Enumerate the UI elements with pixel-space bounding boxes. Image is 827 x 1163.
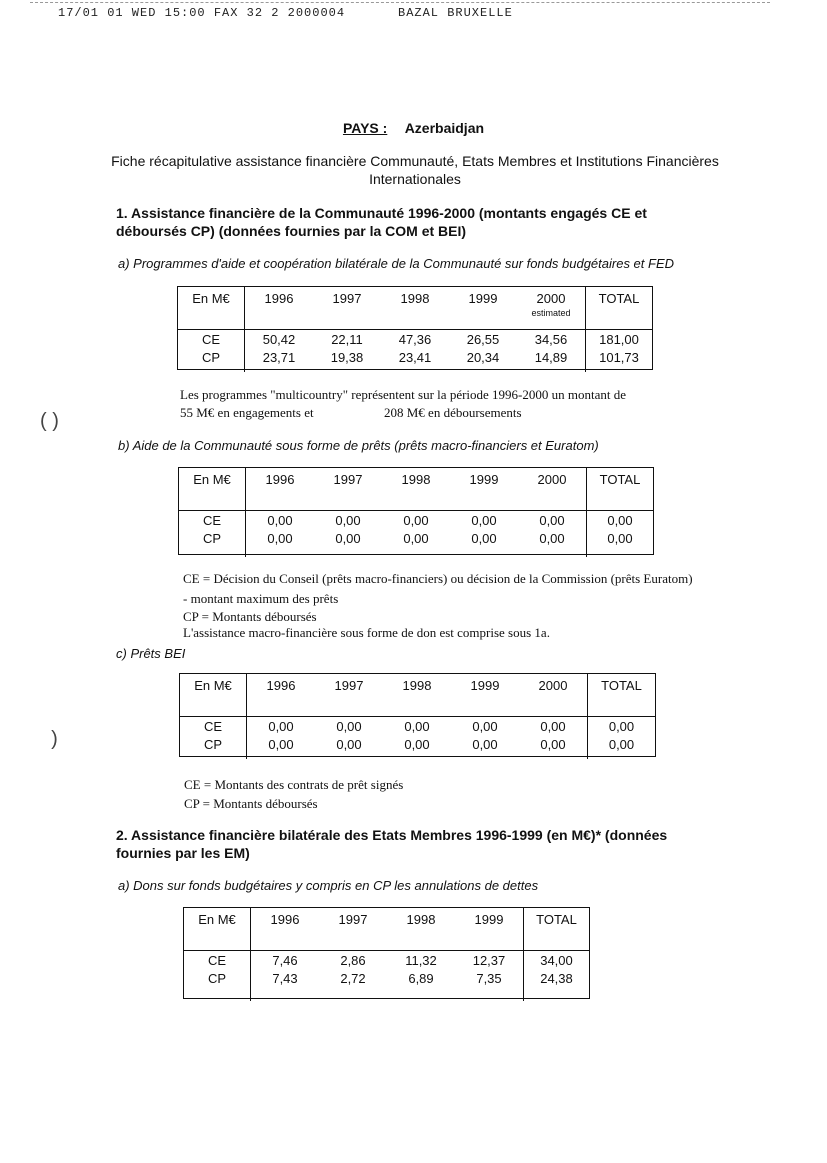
total-header: TOTAL [587,468,654,511]
row-label-ce: CE [178,330,245,349]
table-cell: 2,72 [340,970,366,986]
table-unit: En M€ [180,674,247,717]
table-unit: En M€ [179,468,246,511]
section-1a-heading: a) Programmes d'aide et coopération bilatérale de la Communauté sur fonds budgétaires et FED [118,256,675,271]
scan-top-border [30,2,770,3]
table-cell: 7,43 [272,970,298,986]
document-subtitle: Fiche récapitulative assistance financière Communauté, Etats Membres et Institutions Financières Internationales [111,153,719,187]
table-cell: 12,37 [472,952,506,968]
year-header: 1996 [245,287,314,330]
total-cell: 0,00 [588,735,656,753]
year-header: 1999 [450,468,518,511]
row-label-cp: CP [179,529,246,547]
year-header: 2000 [518,468,587,511]
table-cell: 22,11 [331,331,363,347]
year-header: 1997 [319,908,387,951]
section-1b-note-2: - montant maximum des prêts [183,591,339,606]
table-cell: 0,00 [539,512,565,528]
section-1c-note-1: CE = Montants des contrats de prêt signés [184,777,404,792]
table-unit: En M€ [184,908,251,951]
table-cell: 0,00 [268,736,294,752]
table-cell: 0,00 [540,718,566,734]
year-header: 1997 [314,468,382,511]
table-cell: 19,38 [330,349,364,365]
table-cell: 0,00 [540,736,566,752]
year-header: 1996 [247,674,316,717]
table-cell: 6,89 [408,970,434,986]
section-1b-heading: b) Aide de la Communauté sous forme de prêts (prêts macro-financiers et Euratom) [118,438,599,453]
year-header: 2000 [519,674,588,717]
table-cell: 34,56 [534,331,568,347]
estimated-label: estimated [531,308,571,318]
year-header-estimated [517,287,586,330]
total-header: TOTAL [524,908,590,951]
total-cell: 101,73 [586,348,653,366]
table-cell: 0,00 [403,530,429,546]
row-label-cp: CP [180,735,247,753]
table-1a [178,287,652,372]
table-cell: 0,00 [471,530,497,546]
total-cell: 24,38 [524,969,590,987]
table-cell: 0,00 [267,530,293,546]
year-header: 1998 [381,287,449,330]
total-header: TOTAL [586,287,653,330]
country-heading [0,120,827,136]
table-cell: 0,00 [336,736,362,752]
section-1-title: 1. Assistance financière de la Communauté 1996-2000 (montants engagés CE et déboursés CP) (données fournies par la COM et BEI) [116,205,647,239]
table-1c [180,674,655,759]
year-header: 1997 [313,287,381,330]
row-label-cp: CP [178,348,245,366]
table-cell: 47,36 [398,331,432,347]
year-header: 1999 [449,287,517,330]
section-1c-heading: c) Prêts BEI [116,646,186,661]
table-cell: 0,00 [472,718,498,734]
table-cell: 0,00 [472,736,498,752]
table-cell: 0,00 [336,718,362,734]
year-header: 1996 [246,468,315,511]
table-cell: 7,46 [272,952,298,968]
table-cell: 2,86 [340,952,366,968]
table-cell: 0,00 [335,512,361,528]
country-name: Azerbaidjan [404,120,485,136]
section-1c-note-2: CP = Montants déboursés [184,796,318,811]
section-1b-note-3: CP = Montants déboursés [183,609,317,624]
table-cell: 0,00 [268,718,294,734]
section-1a-note-2a: 55 M€ en engagements et [180,405,314,420]
total-cell: 0,00 [588,717,656,736]
total-cell: 34,00 [524,951,590,970]
section-1a-note-2b: 208 M€ en déboursements [384,405,522,420]
year-header: 1999 [455,908,524,951]
table-cell: 20,34 [466,349,500,365]
section-2a-heading: a) Dons sur fonds budgétaires y compris en CP les annulations de dettes [118,878,539,893]
country-label: PAYS : [342,120,388,136]
table-cell: 0,00 [404,718,430,734]
total-cell: 0,00 [587,529,654,547]
table-2a [184,908,589,1001]
fax-header: 17/01 01 WED 15:00 FAX 32 2 2000004 [58,6,346,20]
table-cell: 23,71 [262,349,296,365]
total-cell: 181,00 [586,330,653,349]
row-label-ce: CE [184,951,251,970]
table-cell: 0,00 [404,736,430,752]
punch-hole-mark: ( ) [40,410,59,432]
fax-sender: BAZAL BRUXELLE [398,6,513,20]
row-label-ce: CE [180,717,247,736]
row-label-ce: CE [179,511,246,530]
table-cell: 0,00 [403,512,429,528]
table-cell: 0,00 [267,512,293,528]
row-label-cp: CP [184,969,251,987]
section-1b-note-1: CE = Décision du Conseil (prêts macro-financiers) ou décision de la Commission (prêts Euratom) [183,571,693,586]
table-cell: 50,42 [262,331,296,347]
year-header: 1998 [383,674,451,717]
year-header: 1998 [387,908,455,951]
table-cell: 14,89 [534,349,568,365]
total-header: TOTAL [588,674,656,717]
table-cell: 0,00 [539,530,565,546]
total-cell: 0,00 [587,511,654,530]
section-2-title: 2. Assistance financière bilatérale des Etats Membres 1996-1999 (en M€)* (données fournies par les EM) [116,827,668,861]
table-unit: En M€ [178,287,245,330]
table-cell: 23,41 [398,349,432,365]
table-cell: 0,00 [471,512,497,528]
year-header: 1999 [451,674,519,717]
table-cell: 7,35 [476,970,502,986]
table-cell: 11,32 [405,952,437,968]
table-cell: 0,00 [335,530,361,546]
section-1b-note-4: L'assistance macro-financière sous forme de don est comprise sous 1a. [183,625,550,640]
punch-hole-mark: ) [40,728,58,750]
year-header: 1998 [382,468,450,511]
table-1b [179,468,653,557]
year-header: 2000 [536,291,566,306]
year-header: 1997 [315,674,383,717]
section-1a-note-1: Les programmes "multicountry" représentent sur la période 1996-2000 un montant de [180,387,626,402]
table-cell: 26,55 [466,331,500,347]
year-header: 1996 [251,908,320,951]
